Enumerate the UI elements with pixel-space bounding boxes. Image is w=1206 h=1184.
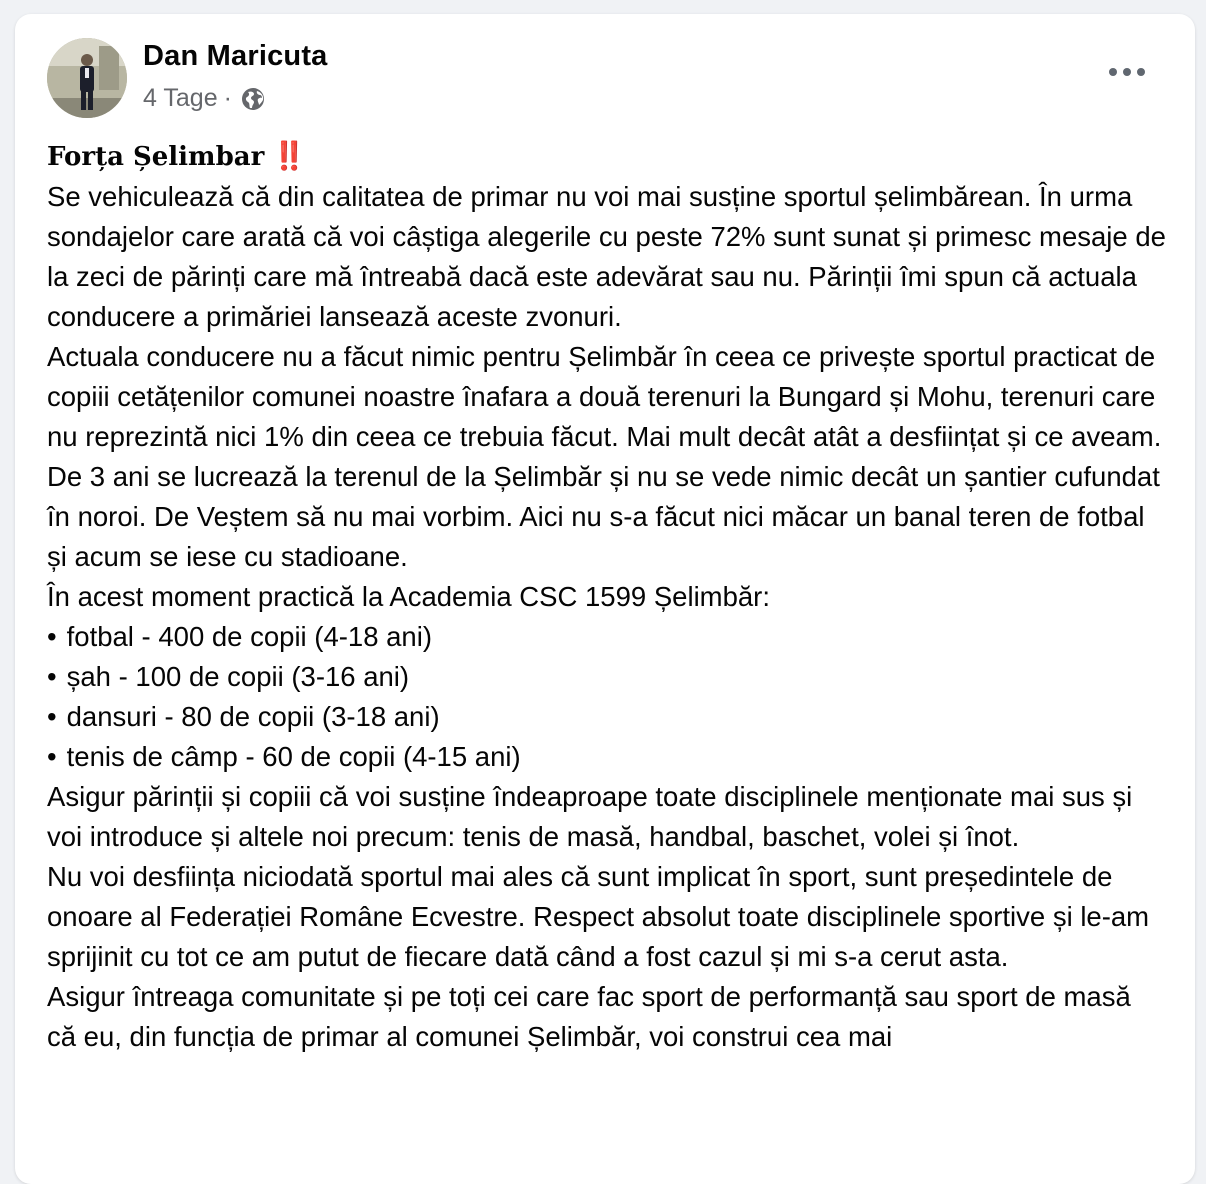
activities-list bbox=[47, 617, 1167, 777]
headline-text: Forța Șelimbar bbox=[47, 142, 265, 172]
post-paragraph: Actuala conducere nu a făcut nimic pentru Șelimbăr în ceea ce privește sportul practicat de copiii cetățenilor comunei noastre înafara a două terenuri la Bungard și Mohu, terenuri care nu reprezintă nici 1% din ceea ce trebuia făcut. Mai mult decât atât a desființat și ce aveam. De 3 ani se lucrează la terenul de la Șelimbăr și nu se vede nimic decât un șantier cufundat în noroi. De Veștem să nu mai vorbim. Aici nu s-a făcut nici măcar un banal teren de fotbal și acum se iese cu stadioane. bbox=[47, 341, 1169, 572]
globe-icon[interactable] bbox=[240, 86, 266, 112]
post-headline bbox=[47, 136, 1167, 177]
profile-photo bbox=[47, 38, 127, 118]
post-paragraph: Se vehiculează că din calitatea de primar nu voi mai susține sportul șelimbărean. În urma sondajelor care arată că voi câștiga alegerile cu peste 72% sunt sunat și primesc mesaje de la zeci de părinți care mă întreabă dacă este adevărat sau nu. Părinții îmi spun că actuala conducere a primăriei lansează aceste zvonuri. bbox=[47, 181, 1174, 332]
post-card bbox=[15, 14, 1195, 1184]
post-meta bbox=[143, 84, 266, 113]
author-name[interactable]: Dan Maricuta bbox=[143, 40, 328, 72]
post-paragraph: În acest moment practică la Academia CSC 1599 Șelimbăr: bbox=[47, 581, 770, 612]
post-timestamp[interactable]: 4 Tage bbox=[143, 84, 218, 112]
post-paragraph: Nu voi desființa niciodată sportul mai ales că sunt implicat în sport, sunt președintele de onoare al Federației Române Ecvestre. Respect absolut toate disciplinele sportive și le-am sprijinit cu tot ce am putut de fiecare dată când a fost cazul și mi s-a cerut asta. bbox=[47, 861, 1157, 972]
post-paragraph: Asigur întreaga comunitate și pe toți cei care fac sport de performanță sau sport de masă că eu, din funcția de primar al comunei Șelimbăr, voi construi cea mai bbox=[47, 981, 1139, 1052]
avatar[interactable] bbox=[47, 38, 127, 118]
list-item: • dansuri - 80 de copii (3-18 ani) bbox=[47, 697, 1167, 737]
double-exclamation-emoji: ‼️ bbox=[271, 140, 307, 171]
list-item: • șah - 100 de copii (3-16 ani) bbox=[47, 657, 1167, 697]
meta-separator: · bbox=[223, 84, 232, 112]
post-paragraph: Asigur părinții și copiii că voi susține îndeaproape toate disciplinele menționate mai sus și voi introduce și altele noi precum: tenis de masă, handbal, baschet, volei și înot. bbox=[47, 781, 1140, 852]
more-options-icon[interactable] bbox=[1109, 60, 1145, 84]
list-item: • tenis de câmp - 60 de copii (4-15 ani) bbox=[47, 737, 1167, 777]
list-item: • fotbal - 400 de copii (4-18 ani) bbox=[47, 617, 1167, 657]
post-content bbox=[47, 136, 1174, 1057]
